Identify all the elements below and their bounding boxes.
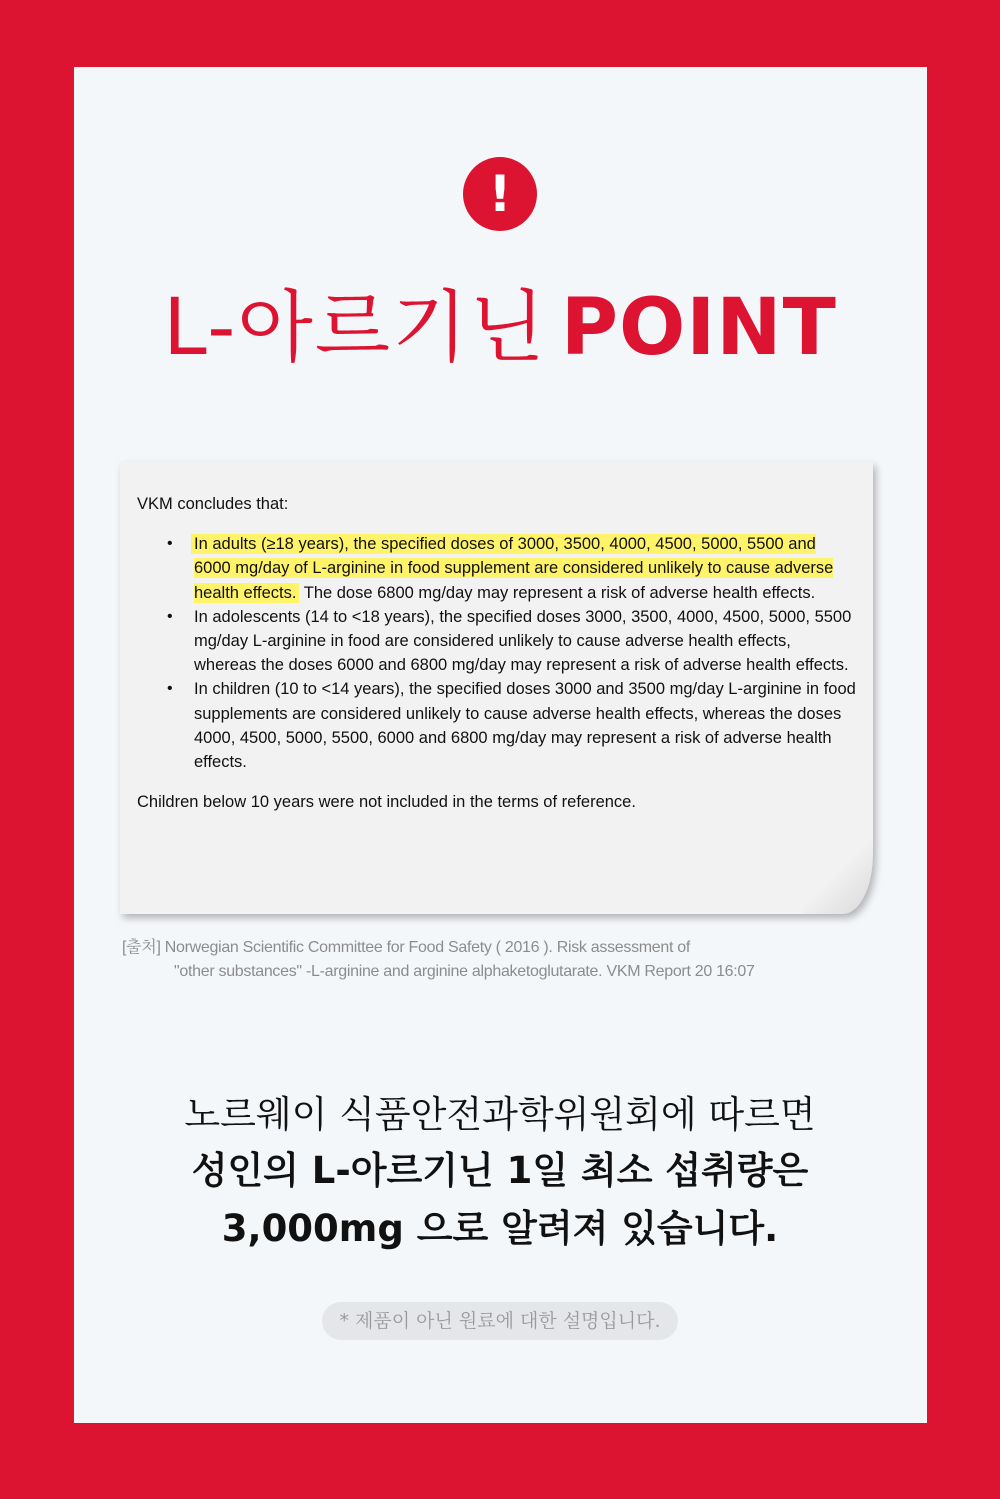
excerpt-closing: Children below 10 years were not included in the terms of reference. [137, 793, 636, 812]
exclamation-icon: ! [463, 157, 537, 231]
conclusion-adults [137, 532, 857, 605]
conclusion-adolescents [137, 605, 857, 678]
page-title [0, 278, 1000, 378]
excerpt-intro: VKM concludes that: [137, 495, 289, 513]
report-excerpt-text [137, 492, 857, 814]
page-curl [803, 804, 873, 914]
highlighted-text: In adults (≥18 years), the specified doses of 3000, 3500, 4000, 4500, 5000, 5500 and 6000 mg/day of L-arginine in food supplement are considered unlikely to cause adverse health effects. [191, 534, 833, 602]
title-point: POINT [560, 283, 837, 373]
source-line-2: "other substances" -L-arginine and arginine alphaketoglutarate. VKM Report 20 16:07 [174, 963, 755, 980]
source-citation [122, 936, 882, 984]
summary-line-3: 3,000mg 으로 알려져 있습니다. [221, 1207, 779, 1250]
conclusion-text: In children (10 to <14 years), the specified doses 3000 and 3500 mg/day L-arginine in food supplements are considered unlikely to cause adverse health effects, whereas the doses 4000, 4500, 5000, 5500, 6000 and 6800 mg/day may represent a risk of adverse health effects. [194, 680, 856, 772]
summary-line-1: 노르웨이 식품안전과학위원회에 따르면 [184, 1093, 816, 1136]
conclusion-text: In adolescents (14 to <18 years), the specified doses 3000, 3500, 4000, 4500, 5000, 5500 mg/day L-arginine in food are considered unlikely to cause adverse health effects, whereas the doses 6000 and 6800 mg/day may represent a risk of adverse health effects. [194, 607, 852, 675]
conclusion-text: The dose 6800 mg/day may represent a risk of adverse health effects. [303, 583, 816, 602]
disclaimer-badge: * 제품이 아닌 원료에 대한 설명입니다. [322, 1302, 678, 1340]
conclusion-children [137, 677, 857, 774]
report-excerpt-card [120, 462, 873, 914]
source-line-1: [출처] Norwegian Scientific Committee for Food Safety ( 2016 ). Risk assessment of [122, 939, 691, 956]
title-ingredient: L-아르기닌 [163, 283, 547, 373]
summary-line-2: 성인의 L-아르기닌 1일 최소 섭취량은 [191, 1149, 809, 1192]
conclusion-list [137, 532, 857, 774]
